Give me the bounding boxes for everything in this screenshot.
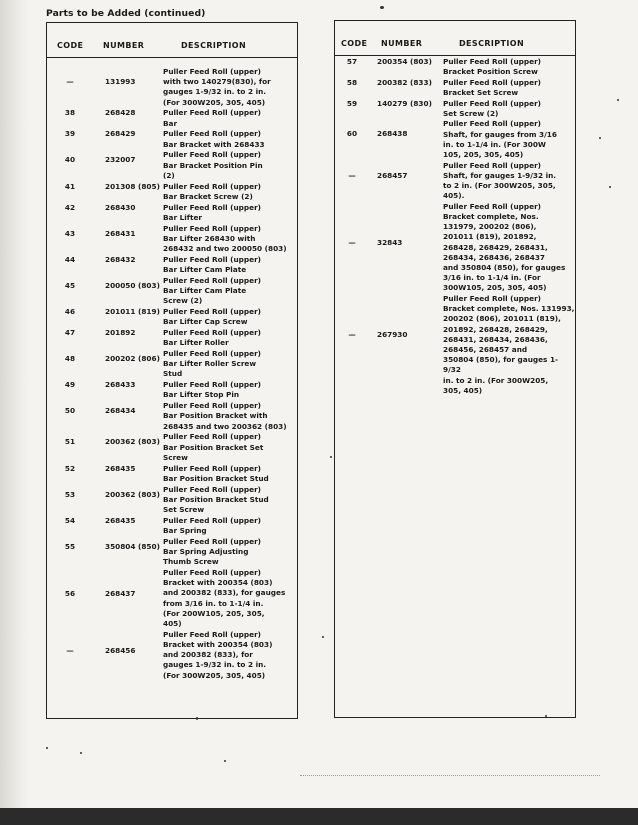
table-row [47, 464, 297, 484]
scan-speck [322, 636, 324, 638]
part-description: Puller Feed Roll (upper) Bar Lifter 268430 with 268432 and two 200050 (803) [163, 223, 287, 253]
part-code: — [348, 237, 356, 247]
part-code: — [348, 170, 356, 180]
part-number: 200050 (803) [105, 280, 160, 290]
part-number: 200202 (806) [105, 354, 160, 363]
table-row [335, 99, 575, 119]
table-row [47, 129, 297, 149]
part-code: — [66, 645, 74, 655]
part-description: Puller Feed Roll (upper) Bracket complete, Nos. 131993, 200202 (806), 201011 (819), 201892, 268428, 268429, 268431, 268434, 268436, 268456, 268457 and 350804 (850), for gauges 1-9/32 in. to 2 in. (For 300W205, 305, 405) [443, 294, 575, 395]
scan-speck [46, 747, 48, 749]
part-description: Puller Feed Roll (upper) Bracket Position Screw [443, 57, 542, 77]
part-code: 38 [64, 108, 76, 118]
part-number: 232007 [105, 155, 136, 165]
header-code: CODE [57, 41, 84, 50]
part-code: 47 [64, 328, 76, 337]
part-number: 268433 [105, 380, 136, 390]
part-description: Puller Feed Roll (upper) Bar Lifter Cam Plate [163, 254, 262, 274]
part-number: 268428 [105, 108, 136, 118]
part-description: Puller Feed Roll (upper) Bar Lifter Cap Screw [163, 307, 262, 327]
part-description: Puller Feed Roll (upper) Bar Bracket with 268433 [163, 129, 265, 149]
part-number: 200382 (833) [377, 77, 432, 87]
table-row [335, 294, 575, 395]
part-code: 50 [64, 406, 76, 416]
part-number: 267930 [377, 330, 408, 339]
part-code: 48 [64, 354, 76, 363]
part-code: 58 [346, 77, 358, 87]
table-row [47, 328, 297, 348]
part-number: 201011 (819) [105, 307, 160, 316]
table-header [335, 21, 575, 56]
part-code: 42 [64, 202, 76, 212]
part-code: — [66, 77, 74, 86]
scan-speck [196, 717, 198, 720]
header-description: DESCRIPTION [181, 41, 247, 50]
scan-bottom-edge [0, 808, 638, 825]
part-description: Puller Feed Roll (upper) Bracket with 200354 (803) and 200382 (833), for gauges 1-9/32 in. to 2 in. (For 300W205, 305, 405) [163, 629, 273, 680]
part-description: Puller Feed Roll (upper) Bar Position Bracket with 268435 and two 200362 (803) [163, 401, 287, 431]
part-number: 200362 (803) [105, 437, 160, 447]
scan-speck [609, 186, 611, 188]
part-code: 43 [64, 228, 76, 238]
part-code: — [348, 330, 356, 339]
table-row [47, 150, 297, 181]
part-description: Puller Feed Roll (upper) Bar Lifter [163, 202, 262, 222]
part-code: 49 [64, 380, 76, 390]
header-code: CODE [341, 39, 368, 48]
part-code: 51 [64, 437, 76, 447]
table-header [47, 23, 297, 58]
table-row [47, 349, 297, 380]
part-description: Puller Feed Roll (upper) with two 140279(830), for gauges 1-9/32 in. to 2 in. (For 300W205, 305, 405) [163, 67, 271, 107]
parts-table-left [46, 22, 298, 719]
scan-speck [617, 99, 619, 101]
part-code: 40 [64, 155, 76, 165]
part-number: 268431 [105, 228, 136, 238]
part-number: 268435 [105, 515, 136, 525]
part-number: 268430 [105, 202, 136, 212]
scan-speck [599, 137, 601, 139]
parts-table-right [334, 20, 576, 718]
table-row [47, 203, 297, 223]
part-description: Puller Feed Roll (upper) Bar [163, 108, 262, 128]
table-row [47, 401, 297, 432]
part-code: 44 [64, 254, 76, 264]
scan-speck [380, 6, 384, 9]
table-row [335, 202, 575, 294]
part-code: 54 [64, 515, 76, 525]
part-description: Puller Feed Roll (upper) Bar Lifter Roller [163, 328, 262, 348]
part-number: 268438 [377, 129, 408, 139]
part-code: 59 [346, 98, 358, 108]
part-number: 268432 [105, 254, 136, 264]
part-number: 268456 [105, 645, 136, 655]
table-row [47, 516, 297, 536]
part-number: 200354 (803) [377, 57, 432, 66]
part-number: 268429 [105, 129, 136, 139]
part-code: 41 [64, 181, 76, 191]
part-description: Puller Feed Roll (upper) Set Screw (2) [443, 98, 542, 118]
table-row [47, 380, 297, 400]
table-row [335, 119, 575, 160]
part-code: 60 [346, 129, 358, 139]
scan-shadow [0, 0, 30, 825]
part-description: Puller Feed Roll (upper) Bar Lifter Roller Screw Stud [163, 349, 262, 379]
table-row [47, 537, 297, 568]
table-row [47, 67, 297, 108]
table-row [335, 161, 575, 202]
part-description: Puller Feed Roll (upper) Bracket with 200354 (803) and 200382 (833), for gauges from 3/16 in. to 1-1/4 in. (For 200W105, 205, 305, 405) [163, 568, 286, 629]
part-code: 53 [64, 489, 76, 499]
scan-speck [330, 456, 332, 458]
part-number: 268435 [105, 463, 136, 473]
scan-speck [80, 752, 82, 754]
table-row [47, 108, 297, 128]
scan-speck [224, 760, 226, 762]
part-number: 268434 [105, 406, 136, 416]
part-code: 46 [64, 307, 76, 316]
table-row [47, 307, 297, 327]
part-description: Puller Feed Roll (upper) Bar Bracket Screw (2) [163, 181, 262, 201]
part-description: Puller Feed Roll (upper) Shaft, for gauges from 3/16 in. to 1-1/4 in. (For 300W 105, 205, 305, 405) [443, 119, 557, 159]
part-number: 200362 (803) [105, 489, 160, 499]
part-description: Puller Feed Roll (upper) Bar Bracket Position Pin (2) [163, 150, 263, 180]
part-description: Puller Feed Roll (upper) Bracket complete, Nos. 131979, 200202 (806), 201011 (819), 201892, 268428, 268429, 268431, 268434, 268436, 268437 and 350804 (850), for gauges 3/16 in. to 1-1/4 in. (For 300W105, 205, 305, 405) [443, 201, 566, 293]
part-description: Puller Feed Roll (upper) Bar Position Bracket Set Screw [163, 432, 264, 462]
part-description: Puller Feed Roll (upper) Bracket Set Screw [443, 77, 542, 97]
table-row [335, 57, 575, 77]
part-description: Puller Feed Roll (upper) Bar Position Bracket Stud Set Screw [163, 484, 269, 514]
part-number: 201308 (805) [105, 181, 160, 191]
part-description: Puller Feed Roll (upper) Shaft, for gauges 1-9/32 in. to 2 in. (For 300W205, 305, 405). [443, 160, 557, 201]
part-number: 131993 [105, 77, 136, 86]
part-description: Puller Feed Roll (upper) Bar Spring [163, 515, 262, 535]
header-number: NUMBER [103, 41, 145, 50]
part-code: 52 [64, 463, 76, 473]
scan-speck [545, 715, 547, 717]
header-description: DESCRIPTION [459, 39, 525, 48]
part-description: Puller Feed Roll (upper) Bar Position Bracket Stud [163, 463, 269, 483]
page-title: Parts to be Added (continued) [46, 8, 206, 19]
part-number: 32843 [377, 237, 403, 247]
part-number: 268457 [377, 170, 408, 180]
table-row [335, 78, 575, 98]
part-number: 201892 [105, 328, 136, 337]
table-row [47, 568, 297, 629]
part-number: 268437 [105, 589, 136, 598]
part-code: 56 [64, 589, 76, 598]
part-description: Puller Feed Roll (upper) Bar Lifter Cam Plate Screw (2) [163, 275, 262, 306]
part-code: 57 [346, 57, 358, 66]
table-row [47, 630, 297, 681]
table-row [47, 276, 297, 307]
table-row [47, 182, 297, 202]
part-code: 39 [64, 129, 76, 139]
part-code: 55 [64, 541, 76, 551]
part-description: Puller Feed Roll (upper) Bar Spring Adjusting Thumb Screw [163, 536, 262, 567]
part-code: 45 [64, 280, 76, 290]
header-number: NUMBER [381, 39, 423, 48]
scan-noise-line [300, 775, 600, 778]
table-row [47, 224, 297, 255]
table-row [47, 255, 297, 275]
table-row [47, 485, 297, 516]
table-row [47, 432, 297, 463]
part-number: 140279 (830) [377, 98, 432, 108]
part-description: Puller Feed Roll (upper) Bar Lifter Stop Pin [163, 380, 262, 400]
part-number: 350804 (850) [105, 541, 160, 551]
